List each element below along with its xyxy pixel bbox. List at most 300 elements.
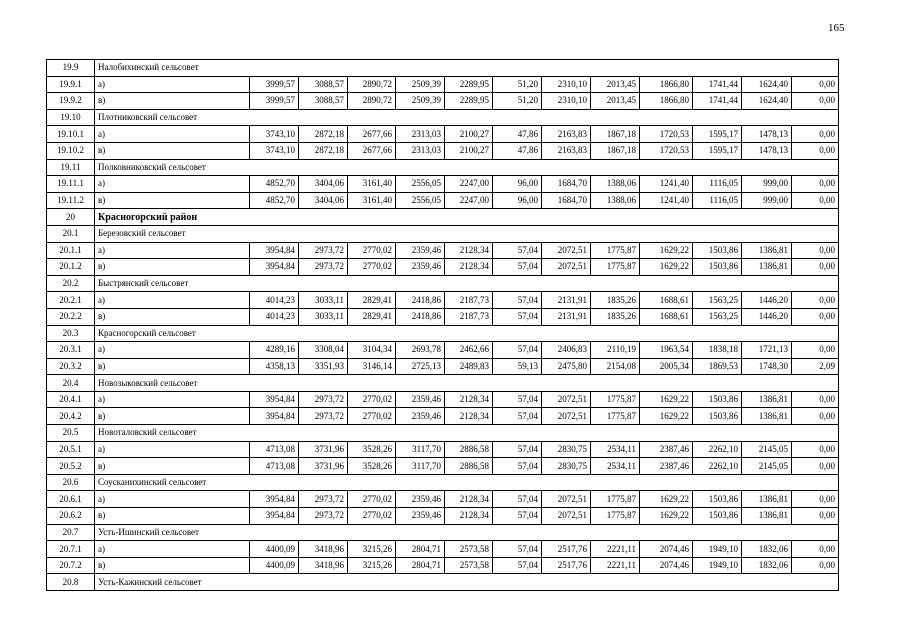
council-title: Плотниковский сельсовет	[95, 109, 839, 126]
value-cell: 0,00	[792, 391, 839, 408]
value-cell: 3954,84	[250, 408, 299, 425]
value-cell: 2830,75	[542, 458, 591, 475]
row-label: в)	[95, 259, 250, 276]
value-cell: 1832,06	[742, 557, 792, 574]
value-cell: 1563,25	[693, 292, 742, 309]
value-cell: 2534,11	[591, 458, 640, 475]
group-header-row	[47, 524, 839, 541]
table-row	[47, 126, 839, 143]
value-cell: 57,04	[493, 458, 542, 475]
table-row	[47, 491, 839, 508]
value-cell: 57,04	[493, 292, 542, 309]
value-cell: 3954,84	[250, 508, 299, 525]
value-cell: 51,20	[493, 93, 542, 110]
value-cell: 2556,05	[396, 192, 445, 209]
value-cell: 2154,08	[591, 358, 640, 375]
page-number: 165	[828, 22, 845, 34]
value-cell: 1775,87	[591, 242, 640, 259]
value-cell: 1775,87	[591, 491, 640, 508]
row-code: 20.2.1	[47, 292, 95, 309]
value-cell: 2128,34	[445, 408, 493, 425]
value-cell: 2221,11	[591, 557, 640, 574]
value-cell: 1116,05	[693, 192, 742, 209]
table-row	[47, 176, 839, 193]
value-cell: 57,04	[493, 342, 542, 359]
group-header-row	[47, 425, 839, 442]
value-cell: 2462,66	[445, 342, 493, 359]
row-label: а)	[95, 391, 250, 408]
value-cell: 59,13	[493, 358, 542, 375]
row-code: 19.10.2	[47, 142, 95, 159]
row-label: в)	[95, 408, 250, 425]
value-cell: 0,00	[792, 142, 839, 159]
row-code: 19.9.2	[47, 93, 95, 110]
value-cell: 2128,34	[445, 508, 493, 525]
value-cell: 57,04	[493, 259, 542, 276]
value-cell: 2804,71	[396, 541, 445, 558]
row-label: а)	[95, 176, 250, 193]
value-cell: 2128,34	[445, 491, 493, 508]
value-cell: 1446,20	[742, 292, 792, 309]
value-cell: 2072,51	[542, 508, 591, 525]
value-cell: 2770,02	[348, 259, 396, 276]
group-header-row	[47, 325, 839, 342]
value-cell: 3088,57	[299, 93, 348, 110]
value-cell: 47,86	[493, 126, 542, 143]
value-cell: 1446,20	[742, 308, 792, 325]
value-cell: 1835,26	[591, 308, 640, 325]
value-cell: 0,00	[792, 259, 839, 276]
value-cell: 1629,22	[640, 508, 693, 525]
value-cell: 1775,87	[591, 508, 640, 525]
value-cell: 1629,22	[640, 491, 693, 508]
row-code: 20.5.2	[47, 458, 95, 475]
group-header-row	[47, 474, 839, 491]
value-cell: 2973,72	[299, 391, 348, 408]
council-title: Усть-Кажинский сельсовет	[95, 574, 839, 591]
row-code: 20.6.2	[47, 508, 95, 525]
value-cell: 3731,96	[299, 441, 348, 458]
row-code: 20	[47, 209, 95, 226]
row-label: в)	[95, 93, 250, 110]
value-cell: 2145,05	[742, 441, 792, 458]
value-cell: 1869,53	[693, 358, 742, 375]
value-cell: 57,04	[493, 441, 542, 458]
value-cell: 1720,53	[640, 126, 693, 143]
row-code: 20.4.1	[47, 391, 95, 408]
value-cell: 2890,72	[348, 93, 396, 110]
value-cell: 3161,40	[348, 192, 396, 209]
value-cell: 2005,34	[640, 358, 693, 375]
value-cell: 2693,78	[396, 342, 445, 359]
value-cell: 2072,51	[542, 408, 591, 425]
row-code: 19.11.1	[47, 176, 95, 193]
value-cell: 2187,73	[445, 308, 493, 325]
value-cell: 2163,83	[542, 142, 591, 159]
row-code: 20.3.2	[47, 358, 95, 375]
value-cell: 2829,41	[348, 292, 396, 309]
value-cell: 2517,76	[542, 557, 591, 574]
row-label: а)	[95, 441, 250, 458]
value-cell: 1116,05	[693, 176, 742, 193]
value-cell: 1386,81	[742, 508, 792, 525]
value-cell: 57,04	[493, 491, 542, 508]
value-cell: 2131,91	[542, 292, 591, 309]
council-title: Полковниковский сельсовет	[95, 159, 839, 176]
row-code: 19.9	[47, 60, 95, 77]
value-cell: 2310,10	[542, 76, 591, 93]
group-header-row	[47, 375, 839, 392]
value-cell: 0,00	[792, 292, 839, 309]
value-cell: 1503,86	[693, 491, 742, 508]
row-code: 20.7.1	[47, 541, 95, 558]
value-cell: 2072,51	[542, 242, 591, 259]
value-cell: 57,04	[493, 408, 542, 425]
value-cell: 1775,87	[591, 408, 640, 425]
value-cell: 57,04	[493, 391, 542, 408]
row-code: 20.3	[47, 325, 95, 342]
value-cell: 2770,02	[348, 491, 396, 508]
value-cell: 1867,18	[591, 142, 640, 159]
value-cell: 0,00	[792, 541, 839, 558]
value-cell: 0,00	[792, 93, 839, 110]
value-cell: 1478,13	[742, 126, 792, 143]
value-cell: 3731,96	[299, 458, 348, 475]
value-cell: 1595,17	[693, 126, 742, 143]
table-row	[47, 541, 839, 558]
value-cell: 2830,75	[542, 441, 591, 458]
value-cell: 2804,71	[396, 557, 445, 574]
value-cell: 1629,22	[640, 242, 693, 259]
group-header-row	[47, 60, 839, 77]
value-cell: 3954,84	[250, 242, 299, 259]
row-code: 20.1.1	[47, 242, 95, 259]
value-cell: 2556,05	[396, 176, 445, 193]
value-cell: 1388,06	[591, 176, 640, 193]
value-cell: 2973,72	[299, 408, 348, 425]
value-cell: 2100,27	[445, 142, 493, 159]
value-cell: 2310,10	[542, 93, 591, 110]
council-title: Новоталовский сельсовет	[95, 425, 839, 442]
value-cell: 3418,96	[299, 541, 348, 558]
value-cell: 4713,08	[250, 458, 299, 475]
table-body	[47, 60, 839, 591]
value-cell: 3033,11	[299, 292, 348, 309]
council-title: Красногорский сельсовет	[95, 325, 839, 342]
value-cell: 0,00	[792, 458, 839, 475]
value-cell: 2509,39	[396, 76, 445, 93]
table-row	[47, 508, 839, 525]
value-cell: 2072,51	[542, 259, 591, 276]
value-cell: 2475,80	[542, 358, 591, 375]
value-cell: 3954,84	[250, 491, 299, 508]
row-code: 19.11	[47, 159, 95, 176]
value-cell: 2074,46	[640, 541, 693, 558]
value-cell: 2573,58	[445, 557, 493, 574]
value-cell: 1503,86	[693, 391, 742, 408]
value-cell: 51,20	[493, 76, 542, 93]
row-code: 20.6	[47, 474, 95, 491]
value-cell: 2128,34	[445, 242, 493, 259]
row-code: 20.1	[47, 225, 95, 242]
value-cell: 1629,22	[640, 408, 693, 425]
value-cell: 1629,22	[640, 391, 693, 408]
value-cell: 1748,30	[742, 358, 792, 375]
value-cell: 1388,06	[591, 192, 640, 209]
value-cell: 47,86	[493, 142, 542, 159]
value-cell: 0,00	[792, 126, 839, 143]
value-cell: 0,00	[792, 308, 839, 325]
row-code: 20.4	[47, 375, 95, 392]
value-cell: 2973,72	[299, 491, 348, 508]
table-row	[47, 292, 839, 309]
row-label: в)	[95, 358, 250, 375]
value-cell: 1688,61	[640, 308, 693, 325]
group-header-row	[47, 109, 839, 126]
table-row	[47, 76, 839, 93]
row-label: а)	[95, 242, 250, 259]
value-cell: 2100,27	[445, 126, 493, 143]
value-cell: 57,04	[493, 308, 542, 325]
value-cell: 2163,83	[542, 126, 591, 143]
value-cell: 2973,72	[299, 508, 348, 525]
value-cell: 1949,10	[693, 541, 742, 558]
value-cell: 2770,02	[348, 508, 396, 525]
value-cell: 2517,76	[542, 541, 591, 558]
group-header-row	[47, 574, 839, 591]
table-row	[47, 408, 839, 425]
value-cell: 1503,86	[693, 508, 742, 525]
value-cell: 2262,10	[693, 441, 742, 458]
value-cell: 2886,58	[445, 441, 493, 458]
value-cell: 3117,70	[396, 441, 445, 458]
table-row	[47, 308, 839, 325]
value-cell: 4358,13	[250, 358, 299, 375]
value-cell: 57,04	[493, 557, 542, 574]
value-cell: 1949,10	[693, 557, 742, 574]
table-row	[47, 259, 839, 276]
value-cell: 4400,09	[250, 557, 299, 574]
value-cell: 3104,34	[348, 342, 396, 359]
value-cell: 2072,51	[542, 391, 591, 408]
value-cell: 2359,46	[396, 408, 445, 425]
table-row	[47, 192, 839, 209]
value-cell: 4852,70	[250, 176, 299, 193]
value-cell: 0,00	[792, 557, 839, 574]
row-code: 20.2	[47, 275, 95, 292]
value-cell: 3351,93	[299, 358, 348, 375]
table-row	[47, 391, 839, 408]
value-cell: 1386,81	[742, 391, 792, 408]
row-code: 20.4.2	[47, 408, 95, 425]
council-title: Усть-Ишинский сельсовет	[95, 524, 839, 541]
value-cell: 0,00	[792, 408, 839, 425]
value-cell: 2973,72	[299, 242, 348, 259]
value-cell: 4289,16	[250, 342, 299, 359]
value-cell: 3215,26	[348, 557, 396, 574]
value-cell: 2359,46	[396, 259, 445, 276]
value-cell: 1386,81	[742, 408, 792, 425]
value-cell: 1503,86	[693, 242, 742, 259]
value-cell: 1503,86	[693, 408, 742, 425]
value-cell: 1478,13	[742, 142, 792, 159]
value-cell: 2145,05	[742, 458, 792, 475]
value-cell: 999,00	[742, 176, 792, 193]
table-row	[47, 242, 839, 259]
value-cell: 57,04	[493, 508, 542, 525]
value-cell: 1386,81	[742, 259, 792, 276]
value-cell: 3146,14	[348, 358, 396, 375]
value-cell: 2829,41	[348, 308, 396, 325]
value-cell: 1563,25	[693, 308, 742, 325]
value-cell: 2406,83	[542, 342, 591, 359]
value-cell: 2131,91	[542, 308, 591, 325]
value-cell: 2770,02	[348, 242, 396, 259]
value-cell: 2074,46	[640, 557, 693, 574]
row-label: в)	[95, 308, 250, 325]
value-cell: 2534,11	[591, 441, 640, 458]
value-cell: 1386,81	[742, 242, 792, 259]
value-cell: 4400,09	[250, 541, 299, 558]
value-cell: 2872,18	[299, 126, 348, 143]
row-code: 20.7.2	[47, 557, 95, 574]
row-label: а)	[95, 342, 250, 359]
value-cell: 2110,19	[591, 342, 640, 359]
table-row	[47, 142, 839, 159]
table-row	[47, 358, 839, 375]
row-label: а)	[95, 491, 250, 508]
row-code: 20.3.1	[47, 342, 95, 359]
value-cell: 2677,66	[348, 126, 396, 143]
row-code: 19.10	[47, 109, 95, 126]
value-cell: 2289,95	[445, 76, 493, 93]
value-cell: 2013,45	[591, 93, 640, 110]
value-cell: 3404,06	[299, 176, 348, 193]
group-header-row	[47, 225, 839, 242]
value-cell: 1684,70	[542, 192, 591, 209]
value-cell: 1241,40	[640, 192, 693, 209]
value-cell: 1838,18	[693, 342, 742, 359]
value-cell: 3404,06	[299, 192, 348, 209]
value-cell: 1832,06	[742, 541, 792, 558]
value-cell: 3528,26	[348, 458, 396, 475]
value-cell: 0,00	[792, 192, 839, 209]
value-cell: 3033,11	[299, 308, 348, 325]
value-cell: 3528,26	[348, 441, 396, 458]
value-cell: 2187,73	[445, 292, 493, 309]
value-cell: 2289,95	[445, 93, 493, 110]
value-cell: 0,00	[792, 76, 839, 93]
value-cell: 2128,34	[445, 259, 493, 276]
row-label: в)	[95, 142, 250, 159]
value-cell: 2262,10	[693, 458, 742, 475]
row-code: 20.7	[47, 524, 95, 541]
value-cell: 2221,11	[591, 541, 640, 558]
council-title: Березовский сельсовет	[95, 225, 839, 242]
row-code: 20.5.1	[47, 441, 95, 458]
value-cell: 2313,03	[396, 142, 445, 159]
row-code: 20.8	[47, 574, 95, 591]
value-cell: 2,09	[792, 358, 839, 375]
group-header-row	[47, 275, 839, 292]
council-title: Налобихинский сельсовет	[95, 60, 839, 77]
value-cell: 1624,40	[742, 93, 792, 110]
value-cell: 2247,00	[445, 192, 493, 209]
value-cell: 1775,87	[591, 259, 640, 276]
row-code: 19.11.2	[47, 192, 95, 209]
row-code: 20.1.2	[47, 259, 95, 276]
row-code: 20.6.1	[47, 491, 95, 508]
value-cell: 999,00	[742, 192, 792, 209]
value-cell: 4014,23	[250, 308, 299, 325]
value-cell: 4713,08	[250, 441, 299, 458]
value-cell: 1741,44	[693, 76, 742, 93]
value-cell: 2013,45	[591, 76, 640, 93]
value-cell: 1386,81	[742, 491, 792, 508]
row-code: 19.10.1	[47, 126, 95, 143]
value-cell: 1595,17	[693, 142, 742, 159]
value-cell: 3418,96	[299, 557, 348, 574]
table-row	[47, 93, 839, 110]
value-cell: 2725,13	[396, 358, 445, 375]
value-cell: 1629,22	[640, 259, 693, 276]
value-cell: 1684,70	[542, 176, 591, 193]
value-cell: 1241,40	[640, 176, 693, 193]
value-cell: 1867,18	[591, 126, 640, 143]
value-cell: 2128,34	[445, 391, 493, 408]
value-cell: 3743,10	[250, 126, 299, 143]
value-cell: 4014,23	[250, 292, 299, 309]
value-cell: 57,04	[493, 242, 542, 259]
row-code: 20.5	[47, 425, 95, 442]
row-label: в)	[95, 557, 250, 574]
value-cell: 0,00	[792, 176, 839, 193]
value-cell: 2387,46	[640, 441, 693, 458]
value-cell: 3088,57	[299, 76, 348, 93]
row-code: 20.2.2	[47, 308, 95, 325]
value-cell: 2677,66	[348, 142, 396, 159]
row-label: а)	[95, 76, 250, 93]
value-cell: 1775,87	[591, 391, 640, 408]
value-cell: 1741,44	[693, 93, 742, 110]
value-cell: 4852,70	[250, 192, 299, 209]
value-cell: 1721,13	[742, 342, 792, 359]
council-title: Новозыковский сельсовет	[95, 375, 839, 392]
value-cell: 2072,51	[542, 491, 591, 508]
value-cell: 0,00	[792, 441, 839, 458]
row-code: 19.9.1	[47, 76, 95, 93]
row-label: а)	[95, 292, 250, 309]
value-cell: 2509,39	[396, 93, 445, 110]
value-cell: 3999,57	[250, 76, 299, 93]
value-cell: 1866,80	[640, 76, 693, 93]
row-label: а)	[95, 541, 250, 558]
value-cell: 2359,46	[396, 508, 445, 525]
value-cell: 2247,00	[445, 176, 493, 193]
value-cell: 2359,46	[396, 391, 445, 408]
row-label: в)	[95, 458, 250, 475]
value-cell: 57,04	[493, 541, 542, 558]
value-cell: 2770,02	[348, 408, 396, 425]
value-cell: 2872,18	[299, 142, 348, 159]
value-cell: 1624,40	[742, 76, 792, 93]
value-cell: 0,00	[792, 491, 839, 508]
section-row	[47, 209, 839, 226]
value-cell: 3954,84	[250, 259, 299, 276]
value-cell: 96,00	[493, 192, 542, 209]
table-row	[47, 458, 839, 475]
value-cell: 1688,61	[640, 292, 693, 309]
